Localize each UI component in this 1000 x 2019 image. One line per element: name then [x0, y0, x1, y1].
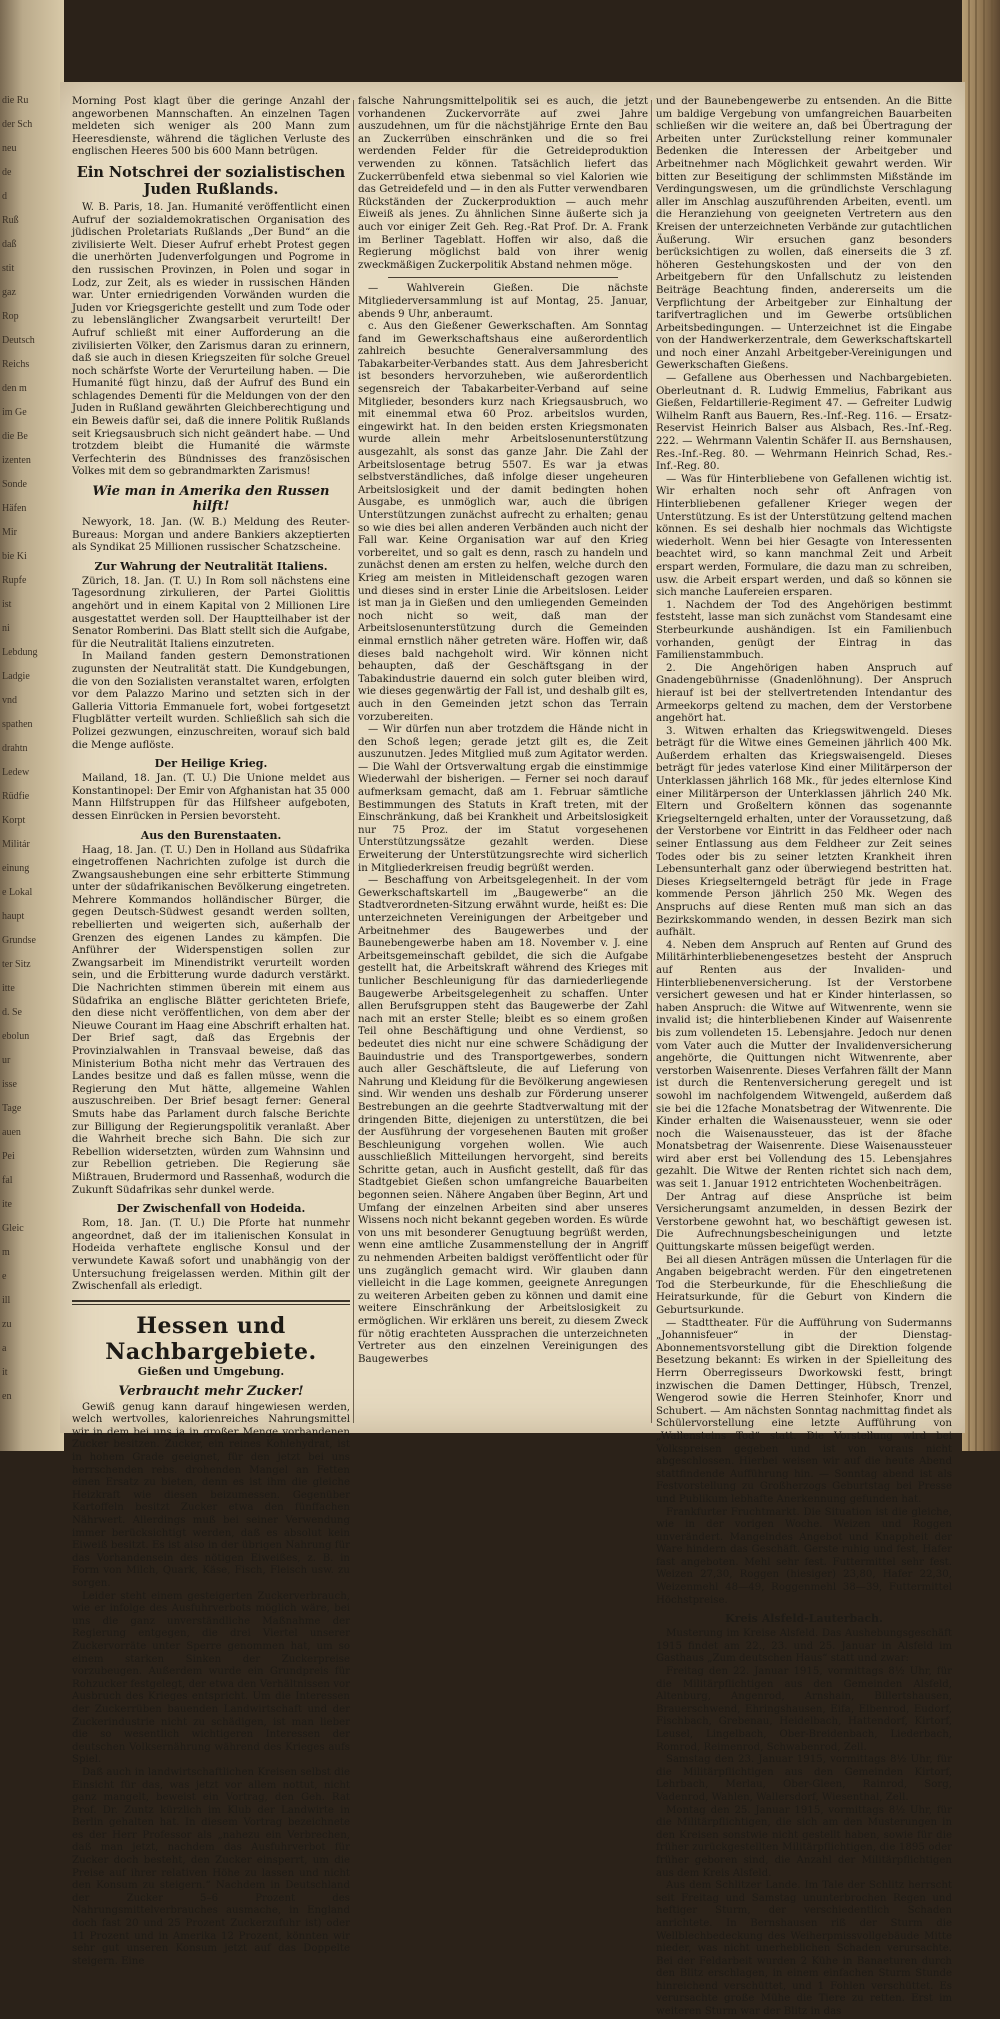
adjacent-page-fragment: m: [2, 1247, 10, 1258]
column-rule: [353, 100, 354, 1423]
adjacent-page-fragment: Reichs: [2, 359, 30, 370]
headline-hodeida: Der Zwischenfall von Hodeida.: [116, 1202, 306, 1216]
adjacent-page-fragment: ni: [2, 623, 10, 634]
adjacent-page-edge: [0, 0, 64, 1451]
adjacent-page-fragment: ur: [2, 1055, 11, 1066]
adjacent-page-fragment: fal: [2, 1175, 13, 1186]
article-text: Zürich, 18. Jan. (T. U.) In Rom soll nächstens eine Tagesordnung zirkulieren, der Partei Giolittis angehört und in einem Kapital von 2 Millionen Lire ausgestattet werden soll. Der Hauptteilhaber ist der Senator Romberini. Das Blatt stellt sich die Aufgabe, für die Neutralität Italiens einzutreten.: [72, 575, 350, 650]
adjacent-page-fragment: Rop: [2, 311, 19, 322]
article-text: Freitag den 22. Januar 1915, vormittags 8½ Uhr, für die Militärpflichtigen aus den Gemeinden Alsfeld, Altenburg, Angenrod, Arnshain, Billertshausen, Brauerschwend, Ehringshausen, Eifa, Elbenrod, Eudorf, Fischbach, Grebenau, Heidelbach, Hattendorf, Kirtorf, Leusel, Lingelbach, Ober-Breidenbach, Liederbach, Romrod, Reimenrod, Schwabenrod, Zell.: [656, 1666, 952, 1753]
section-subtitle: Gießen und Umgebung.: [137, 1364, 285, 1378]
article-text: — Wir dürfen nun aber trotzdem die Hände nicht in den Schoß legen; gerade jetzt gilt es, die Zeit auszunutzen. Jedes Mitglied muß zum Agitator werden. — Die Wahl der Ortsverwaltung ergab die einstimmige Wiederwahl der bisherigen. — Ferner sei noch darauf aufmerksam gemacht, daß am 1. Februar sämtliche Bestimmungen des Statuts in Kraft treten, mit der Einschränkung, daß bei Krankheit und Arbeitslosigkeit nur 75 Proz. der im Statut vorgesehenen Unterstützungssätze gezahlt werden. Diese Erweiterung der Unterstützungsrechte wird sicherlich in Mitgliederkreisen freudig begrüßt werden.: [358, 724, 648, 874]
rule: [388, 277, 618, 278]
adjacent-page-fragment: einung: [2, 863, 30, 874]
book-spine: [962, 0, 1000, 1451]
article-text: In Mailand fanden gestern Demonstrationen zugunsten der Neutralität statt. Die Kundgebungen, die von den Sozialisten veranstaltet waren, erfolgten vor dem Palazzo Marino und setzten sich in der Galleria Vittoria Emmanuele fort, wobei fortgesetzt Flugblätter verteilt wurden. Schließlich sah sich die Polizei gezwungen, einzuschreiten, worauf sich bald die Menge auflöste.: [72, 651, 350, 751]
adjacent-page-fragment: ter Sitz: [2, 959, 31, 970]
headline-italy-neutrality: Zur Wahrung der Neutralität Italiens.: [94, 559, 328, 573]
article-text: Aus dem Schlitzer Lande. Im Tale der Schlitz herrscht seit Freitag und Samstag ununterbrochen Regen und heftiger Sturm, der verschiedentlich Schaden anrichtete. In Bernshausen riß der Sturm die Wellblechbedeckung des Weiherpmissvollgebäude Mitte nieder, was nicht unerheblichen Schaden verursachte. Bei der Feldarbeit wurden 2 Kühe in Banaeturen durch den Blitz erschlagen, in einem einfachen Sturm Stunde hinreichend verschüttet, und 1 Fohlen verschüttet. Es verursachte große Mühe die Tiere zu retten. Erst im weiteren Sturm war der Blitz in das: [656, 1880, 952, 2018]
headline-america-russia: Wie man in Amerika den Russen hilft!: [92, 484, 330, 515]
article-text: Mailand, 18. Jan. (T. U.) Die Unione meldet aus Konstantinopel: Der Emir von Afghanistan hat 35 000 Mann Hilfstruppen für das Hilfsheer aufgeboten, dessen Einrücken in Persien bevorsteht.: [72, 773, 350, 822]
adjacent-page-fragment: die Ru: [2, 95, 29, 106]
adjacent-page-fragment: spathen: [2, 719, 33, 730]
adjacent-page-fragment: a: [2, 1343, 7, 1354]
article-text: falsche Nahrungsmittelpolitik sei es auch, die jetzt vorhandenen Zuckervorräte auf zwei Jahre auszudehnen, um für die nächstjährige Ernte den Bau an Zuckerrüben einschränken und die so frei werdenden Felder für die Getreideproduktion verwenden zu können. Tatsächlich liefert das Zuckerrübenfeld etwa siebenmal so viel Kalorien wie das Getreidefeld und — in den als Futter verwendbaren Rückständen der Zuckerproduktion — auch mehr Eiweiß als jenes. Zu ähnlichen Sinne äußerte sich ja auch vor einiger Zeit Geh. Reg.-Rat Prof. Dr. A. Frank im Berliner Tageblatt. Hoffen wir also, daß die Regierung möglichst bald von ihrer wenig zweckmäßigen Zuckerpolitik Abstand nehmen möge.: [358, 96, 648, 271]
adjacent-page-fragment: neu: [2, 143, 17, 154]
column-rule: [651, 100, 652, 1423]
adjacent-page-fragment: Korpt: [2, 815, 26, 826]
headline-boer-states: Aus den Burenstaaten.: [140, 828, 282, 842]
article-text: Montag den 25. Januar 1915, vormittags 8½ Uhr, für die Militärpflichtigen, die sich am den Musterungen in den Kreisen sonstwie nicht gestellt haben, sowie für die früher zurückgestellten Militärpflichtigen, die 1895 oder früher geboren sind, die Anzahl der Militärpflichtigen aus dem Kreis Alsfeld.: [656, 1804, 952, 1879]
section-divider: [72, 1300, 350, 1305]
adjacent-page-fragment: it: [2, 1367, 8, 1378]
adjacent-page-fragment: ebolun: [2, 1031, 30, 1042]
adjacent-page-fragment: Mir: [2, 527, 17, 538]
article-text: — Gefallene aus Oberhessen und Nachbargebieten. Oberleutnant d. R. Ludwig Emmelius, Fabrikant aus Gießen, Feldartillerie-Regiment 47. — Gefreiter Ludwig Wilhelm Ranft aus Bauern, Res.-Inf.-Reg. 116. — Ersatz-Reservist Heinrich Balser aus Alsbach, Res.-Inf.-Reg. 222. — Wehrmann Valentin Schäfer II. aus Bernshausen, Res.-Inf.-Reg. 80. — Wehrmann Heinrich Schad, Res.-Inf.-Reg. 80.: [656, 373, 952, 473]
adjacent-page-fragment: d: [2, 191, 7, 202]
adjacent-page-fragment: e Lokal: [2, 887, 33, 898]
adjacent-page-fragment: Sonde: [2, 479, 27, 490]
article-text: Daß auch in landwirtschaftlichen Kreisen selbst die Einsicht für das, was jetzt vor allem nottut, nicht ganz mangelt, beweist ein Vortrag, den Geh. Rat Prof. Dr. Zuntz kürzlich im Klub der Landwirte in Berlin gehalten hat. In diesem Vortrag bezeichnete es der Herr Professor als „nahezu ein Verbrechen, daß man jetzt, nachdem das Ausfuhrverbot für Zucker doch besteht, den Zucker einsperrt, um die Preise auf ihrer relativen Höhe zu lassen und nicht den Konsum zu steigern.“ Nachdem in Deutschland der Zucker 5–6 Prozent des Nahrungsmittelverbrauches ausmache, in England doch fast 20 und 25 Prozent Zuckerzufuhr ist) oder 11 Prozent und in Amerika 12 Prozent, könnten wir sehr gut unseren Konsum jetzt auf das Doppelte steigern. Eine: [72, 1766, 350, 1967]
headline-jewish-socialists: Ein Notschrei der sozialistischen Juden Rußlands.: [76, 163, 346, 198]
adjacent-page-fragment: gaz: [2, 287, 16, 298]
column-3: [656, 96, 952, 2018]
article-text: 2. Die Angehörigen haben Anspruch auf Gnadengebührnisse (Gnadenlöhnung). Der Anspruch hierauf ist bei der stellvertretenden Intendantur des Armeekorps geltend zu machen, dem der Verstorbene angehört hat.: [656, 662, 952, 725]
adjacent-page-fragment: Ledew: [2, 767, 30, 778]
adjacent-page-fragment: en: [2, 1391, 12, 1402]
adjacent-page-fragment: bie Ki: [2, 551, 27, 562]
adjacent-page-fragment: Deutsch: [2, 335, 35, 346]
adjacent-page-fragment: Militár: [2, 839, 30, 850]
adjacent-page-fragment: der Sch: [2, 119, 33, 130]
adjacent-page-fragment: haupt: [2, 911, 25, 922]
article-text: Gewiß genug kann darauf hingewiesen werden, welch wertvolles, kalorienreiches Nahrungsmittel wir in dem bei uns ja in großer Menge vorhandenen Zucker besitzen. Zucker, ein reines Kohlehydrat, ist in hohem Grade geeignet, für den jetzt bei uns herrschenden rebs. drohenden Mangel an Fetten einen Ersatz zu bieten, denn es ist ihm die gleiche Heizkraft wie diesen beizumessen. Gegenüber Kartoffeln besitzt Zucker etwa den fünffachen Nährwert. Allerdings muß bei seiner Verwendung immer berücksichtigt werden, daß es absolut kein Eiweiß besitzt. Es ist also in der übrigen Nahrung für das Vorhandensein des nötigen Eiweißes, z. B. in Form von Milch, Quark, Käse, Fisch, Fleisch usw. zu sorgen.: [72, 1401, 350, 1589]
article-text: Bei all diesen Anträgen müssen die Unterlagen für die Angaben beigebracht werden. Für den eingetretenen Tod die Sterbeurkunde, für die Eheschließung die Heiratsurkunde, für die Geburt von Kindern die Geburtsurkunde.: [656, 1254, 952, 1316]
article-text: — Was für Hinterbliebene von Gefallenen wichtig ist. Wir erhalten noch sehr oft Anfragen von Hinterbliebenen gefallener Krieger wegen der Unterstützung. Es ist der Unterstützung geltend machen können. Es sei deshalb hier nochmals das Wichtigste wiederholt. Wenn bei hier Gesagte von Interessenten beachtet wird, so kann manchmal Zeit und Arbeit erspart werden, Formulare, die dazu man zu schreiben, usw. die Arbeit erspart werden, und daß so können sie sich manche Laufereien ersparen.: [656, 473, 952, 599]
article-text: Der Antrag auf diese Ansprüche ist beim Versicherungsamt anzumelden, in dessen Bezirk der Verstorbene gewohnt hat, wo beschäftigt gewesen ist. Die Aufrechnungsbescheinigungen und letzte Quittungskarte müssen beigefügt werden.: [656, 1191, 952, 1254]
article-text: 4. Neben dem Anspruch auf Renten auf Grund des Militärhinterbliebenengesetzes besteht der Anspruch auf Renten aus der Invaliden- und Hinterbliebenenversicherung. Ist der Verstorbene versichert gewesen und hat er Kinder hinterlassen, so haben Anspruch: die Witwe auf Witwenrente, wenn sie invalid ist; die hinterbliebenen Kinder auf Waisenrente bis zum vollendeten 15. Lebensjahre. Jedoch nur denen vom Vater auch die Mutter der Invalidenversicherung angehörte, die Quittungen nicht Witwenrente, aber verstorben Waisenrente. Dieses Verfahren fällt der Mann ist durch die Rentenversicherung geregelt und ist sowohl im nachfolgendem Witwengeld, außerdem daß sie bei die 12fache Monatsbetrag der Witwenrente. Die Kinder erhalten die Waisenaussteuer, wenn sie oder noch die Waisenaussteuer, das ist der 8fache Monatsbetrag der Waisenrente. Diese Waisenaussteuer wird aber erst bei Vollendung des 15. Lebensjahres gezahlt. Die Witwe der Renten richtet sich nach dem, was seit 1. Januar 1912 entrichteten Wochenbeiträgen.: [656, 939, 952, 1191]
article-text: — Stadttheater. Für die Aufführung von Sudermanns „Johannisfeuer“ in der Dienstag-Abonnementsvorstellung gibt die Direktion folgende Besetzung bekannt: Es wirken in der Spielleitung des Herrn Oberregisseurs Dworkowski festt, bringt inzwischen die Damen Dettinger, Hübsch, Trenzel, Wengerod sowie die Herren Steinhofer, Knorr und Schubert. — Am nächsten Sonntag nachmittag findet als Schülervorstellung eine letzte Aufführung von „Wallensteins Tod“ statt. Die Vorstellung wird bei Volkspreisen gegeben und ist von voraus nicht abgeschlossen. Hierbei weisen wir auf die heute Abend stattfindende Aufführung hin. — Sonntag abend ist als Festvorstellung zu Großherzogs Geburtstag bei Presse und Publikum lebhafte Anerkennung gefunden hat.: [656, 1317, 952, 1505]
adjacent-page-fragment: itte: [2, 983, 15, 994]
adjacent-page-fragment: Rüdfie: [2, 791, 30, 802]
adjacent-page-fragment: Häfen: [2, 503, 27, 514]
column-1: [72, 96, 350, 1967]
adjacent-page-fragment: Pei: [2, 1151, 15, 1162]
article-text: c. Aus den Gießener Gewerkschaften. Am Sonntag fand im Gewerkschaftshaus eine außerordentlich zahlreich besuchte Generalversammlung des Tabakarbeiter-Verbandes statt. Aus dem Jahresbericht ist besonders hervorzuheben, wie außerordentlich segensreich der Tabakarbeiter-Verband auf seine Mitglieder, besonders kurz nach Kriegsausbruch, wo mit einemmal etwa 60 Proz. arbeitslos wurden, eingewirkt hat. In den beiden ersten Kriegsmonaten wurde allein mehr Arbeitslosenunterstützung ausgezahlt, als sonst das ganze Jahr. Die Zahl der Arbeitslosentage betrug 5507. Es war ja etwas selbstverständliches, daß infolge dieser ungeheuren Arbeitslosigkeit und der damit bedingten hohen Ausgabe, es unmöglich war, auch die übrigen Unterstützungen zunächst aufrecht zu erhalten; genau so wie dies bei allen anderen Verbänden auch nicht der Fall war. Keine Organisation war auf den Krieg vorbereitet, und so galt es denn, rasch zu handeln und zunächst denen am ersten zu helfen, welche durch den Krieg am meisten in Mitleidenschaft gezogen waren und dieses sind in erster Linie die Arbeitslosen. Leider ist man ja in Gießen und den umliegenden Gemeinden noch nicht so weit, daß man der Arbeitslosenunterstützung durch die Gemeinden einmal ernstlich näher getreten wäre. Hoffen wir, daß dieses bald nachgeholt wird. Wir können nicht behaupten, daß der Geschäftsgang in der Tabakindustrie dauernd ein solch guter bleiben wird, wie dieses gegenwärtig der Fall ist, und deshalb gilt es, auch in den Gemeinden jetzt schon das Terrain vorzubereiten.: [358, 321, 648, 723]
adjacent-page-fragment: ist: [2, 599, 12, 610]
headline-kreis-alsfeld: Kreis Alsfeld-Lauterbach.: [725, 1612, 883, 1626]
adjacent-page-fragment: stit: [2, 263, 15, 274]
adjacent-page-fragment: Grundse: [2, 935, 36, 946]
adjacent-page-fragment: Gleic: [2, 1223, 24, 1234]
adjacent-page-fragment: isse: [2, 1079, 17, 1090]
adjacent-page-fragment: Lebdung: [2, 647, 38, 658]
adjacent-page-fragment: Tage: [2, 1103, 22, 1114]
article-text: 1. Nachdem der Tod des Angehörigen bestimmt feststeht, lasse man sich zunächst vom Standesamt eine Sterbeurkunde aushändigen. Ist ein Familienbuch vorhanden, genügt der Eintrag in das Familienstammbuch.: [656, 599, 952, 662]
headline-sugar: Verbraucht mehr Zucker!: [118, 1383, 304, 1399]
adjacent-page-fragment: daß: [2, 239, 17, 250]
adjacent-page-fragment: Ruß: [2, 215, 19, 226]
article-text: Leider steht einem gesteigerten Zuckerverbrauch, wie er infolge des Ausfuhrverbots möglich wäre, bei uns die ganz unverständliche Maßnahme der Regierung entgegen, die drei Viertel unserer Zuckervorräte unter Sperre genommen hat, um so einem starken Sinken der Zuckerpreise vorzubeugen. Außerdem wurde ein Grundpreis für Rohzucker festgelegt, der etwa den Verhältnissen vor Ausbruch des Krieges entspricht. Um die Interessen der Zuckerrüben bauenden Landwirtschaft und der Zuckerindustrie nicht zu schädigen, ist man lieber die so wesentlich wichtigeren Interessen der deutschen Volksernährung während des Krieges aufs Spiel.: [72, 1590, 350, 1766]
section-title: Hessen und Nachbargebiete.: [105, 1312, 317, 1365]
article-text: Musterung im Kreise Alsfeld. Das Aushebungsgeschäft 1915 findet am 22., 23. und 25. Januar in Alsfeld im Gasthaus „Zum deutschen Haus“ statt und zwar:: [656, 1628, 952, 1665]
adjacent-page-fragment: Rupfe: [2, 575, 27, 586]
adjacent-page-fragment: im Ge: [2, 407, 27, 418]
adjacent-page-fragment: die Be: [2, 431, 28, 442]
article-text: und der Baunebengewerbe zu entsenden. An die Bitte um baldige Vergebung von umfangreichen Bauarbeiten schließen wir die weitere an, daß bei Übertragung der Arbeiten unter Zurückstellung reiner kommunaler Bedenken die Interessen der Arbeitgeber und Arbeitnehmer nach Möglichkeit gewahrt werden. Wir bitten zur Beseitigung der schlimmsten Mißstände im Verdingungswesen, um die gründlichste Verschlagung aller im Anschlag auszuführenden Arbeiten, eventl. um die Heranziehung von geeigneten Vertretern aus den Kreisen der unterzeichneten Verbände zur gutachtlichen Äußerung. Wir ersuchen ganz besonders berücksichtigen zu wollen, daß einerseits die 3 zf. höheren Gestehungskosten und der von den Arbeitgebern für den Unfallschutz zu leistenden Beiträge Beachtung finden, andererseits um die Verpflichtung der Arbeitgeber zur Einhaltung der tarifvertraglichen und im Gewerbe ortsüblichen Arbeitsbedingungen. — Unterzeichnet ist die Eingabe von der Handwerkerzentrale, dem Gewerkschaftskartell und noch einer Anzahl Arbeitgeber-Vereinigungen und Gewerkschaften Gießens.: [656, 96, 952, 372]
article-text: Rom, 18. Jan. (T. U.) Die Pforte hat nunmehr angeordnet, daß der im italienischen Konsulat in Hodeida verhaftete englische Konsul und der verwundete Kawaß sofort und unabhängig von der Untersuchung freigelassen werden. Mithin gilt der Zwischenfall als erledigt.: [72, 1218, 350, 1293]
headline-holy-war: Der Heilige Krieg.: [154, 757, 268, 771]
article-text: Frankfurter Fruchtmarkt. Die Situation ist die gleiche, wie in der vorigen Woche. Weizen und Roggen unverändert. Mangelndes Angebot und Knappheit der Ware hindern das Geschäft. Gerste ruhig und fest, Hafer fast angeboten. Mehl sehr fest. Futtermittel sehr fest. Weizen 27,30, Roggen (hiesiger) 23,80, Hafer 22,30, Weizenmehl 48—49, Roggenmehl 38—39, Futtermittel Höchstpreise.: [656, 1506, 952, 1606]
adjacent-page-fragment: drahtn: [2, 743, 28, 754]
adjacent-page-fragment: izenten: [2, 455, 31, 466]
adjacent-page-fragment: vnd: [2, 695, 17, 706]
adjacent-page-fragment: Ladgie: [2, 671, 30, 682]
adjacent-page-fragment: den m: [2, 383, 27, 394]
article-text: — Wahlverein Gießen. Die nächste Mitgliederversammlung ist auf Montag, 25. Januar, abends 9 Uhr, anberaumt.: [358, 283, 648, 320]
article-text: — Beschaffung von Arbeitsgelegenheit. In der vom Gewerkschaftskartell im „Baugewerbe“ an die Stadtverordneten-Sitzung erwähnt wurde, heißt es: Die unterzeichneten Vereinigungen der Arbeitgeber und Arbeitnehmer des Baugewerbes und der Baunebengewerbe haben am 18. November v. J. eine Arbeitsgemeinschaft gebildet, die sich die Aufgabe gestellt hat, die Arbeitskraft während des Krieges mit tunlicher Beschleunigung für das darniederliegende Baugewerbe Arbeitsgelegenheit zu schaffen. Unter allen Berufsgruppen steht das Baugewerbe der Zahl nach mit an erster Stelle; bleibt es so einem großen Teil ohne Beschäftigung und ohne Verdienst, so bedeutet dies nicht nur eine schwere Schädigung der Bauindustrie und des Transportgewerbes, sondern auch aller Geschäftsleute, die auf Lieferung von Nahrung und Kleidung für die Bevölkerung angewiesen sind. Wir wenden uns deshalb zur Förderung unserer Bestrebungen an die geehrte Stadtverwaltung mit der dringenden Bitte, diejenigen zu unterstützen, die bei der Ausführung der vorgesehenen Bauten mit großer Beschleunigung vorgehen wollen. Wie auch ausschließlich Mitteilungen hervorgeht, sind bereits Schritte getan, auch in Ausficht gestellt, daß für das Stadtgebiet Gießen schon umfangreiche Bauarbeiten begonnen seien. Nähere Angaben über Beginn, Art und Umfang der einzelnen Arbeiten sind aber unseres Wissens noch nicht bekannt gegeben worden. Es würde von uns mit besonderer Genugtuung begrüßt werden, wenn eine amtliche Zusammenstellung der in Angriff zu nehmenden Arbeiten baldigst veröffentlicht oder für uns zugänglich gemacht wird. Wir glauben dann vielleicht in die Lage kommen, geeignete Anregungen zu weiteren Arbeiten geben zu können und damit eine weitere Einschränkung der Arbeitslosigkeit zu ermöglichen. Wir erklären uns bereit, zu diesem Zweck für nötig erachteten Aussprachen die unterzeichneten Vertreter aus den einzelnen Vereinigungen des Baugewerbes: [358, 875, 648, 1365]
newspaper-page: [60, 82, 965, 2018]
adjacent-page-fragment: e: [2, 1271, 7, 1282]
column-2: [358, 96, 648, 1425]
article-text: Haag, 18. Jan. (T. U.) Den in Holland aus Südafrika eingetroffenen Nachrichten zufolge ist durch die Zwangsaushebungen eine sehr erbitterte Stimmung unter der südafrikanischen Bevölkerung eingetreten. Mehrere Kommandos holländischer Bürger, die gegen Deutsch-Südwest gesandt werden sollten, rebellierten und weigerten sich, außerhalb der Grenzen des eigenen Landes zu kämpfen. Die Anführer der Widerspenstigen sollen zur Zwangsarbeit im Minendistrikt verurteilt worden sein, und die Erbitterung wurde dadurch verstärkt. Die Nachrichten stimmen überein mit einem aus Südafrika an englische Blätter gerichteten Briefe, den diese nicht veröffentlichen, von dem aber der Nieuwe Courant im Haag eine Abschrift erhalten hat. Der Brief sagt, daß das Ergebnis der Provinzialwahlen in Transvaal beweise, daß das Ministerium Botha nicht mehr das Vertrauen des Landes besitze und daß es fallen müsse, wenn die Regierung den Mut hätte, allgemeine Wahlen auszuschreiben. Der Brief besagt ferner: General Smuts habe das Parlament durch falsche Berichte zur Billigung der Regierungspolitik veranlaßt. Aber die Wahrheit breche sich Bahn. Die sich zur Rebellion widersetzten, würden zum Wahnsinn und zur Rebellion getrieben. Die Regierung säe Mißtrauen, Brudermord und Rassenhaß, wodurch die Zukunft Südafrikas sehr dunkel werde.: [72, 844, 350, 1196]
article-text: Samstag den 23. Januar 1915, vormittags 8½ Uhr, für die Militärpflichtigen aus den Gemeinden Kirtorf, Lehrbach, Merlau, Ober-Gleen, Rainrod, Sorg, Vadenrod, Wahlen, Wallersdorf, Wiesenthal, Zell.: [656, 1754, 952, 1803]
article-text: W. B. Paris, 18. Jan. Humanité veröffentlicht einen Aufruf der sozialdemokratischen Organisation des jüdischen Proletariats Rußlands „Der Bund“ an die zivilisierte Welt. Dieser Aufruf erhebt Protest gegen die unerhörten Judenverfolgungen und Pogrome in den russischen Provinzen, in Polen und sogar in Lodz, zur Zeit, als es wieder in russischen Händen war. Unter erniedrigenden Vorwänden wurden die Juden vor Kriegsgerichte gestellt und zum Tode oder zu lebenslänglicher Zwangsarbeit verurteilt! Der Aufruf schließt mit einer Aufforderung an die zivilisierten Völker, den Zarismus daran zu erinnern, daß sie auch in diesen Kriegszeiten für solche Greuel noch schärfste Worte der Verurteilung haben. — Die Humanité fügt hinzu, daß der Aufruf des Bund ein schlagendes Dementi für die Meldungen von der den Juden in Rußland gewährten Gleichberechtigung und ein Beweis dafür sei, daß die innere Politik Rußlands seit Kriegsausbruch sich nicht geändert habe. — Und trotzdem bleibt die Humanité die wärmste Verfechterin des Bündnisses des französischen Volkes mit dem so gebrandmarkten Zarismus!: [72, 201, 350, 478]
adjacent-page-fragment: zu: [2, 1319, 12, 1330]
adjacent-page-fragment: de: [2, 167, 12, 178]
adjacent-page-fragment: d. Se: [2, 1007, 22, 1018]
adjacent-page-fragment: ill: [2, 1295, 11, 1306]
article-text: Newyork, 18. Jan. (W. B.) Meldung des Reuter-Bureaus: Morgan und andere Bankiers akzeptierten als Syndikat 25 Millionen russischer Schatzscheine.: [72, 517, 350, 554]
adjacent-page-fragment: ite: [2, 1199, 12, 1210]
article-intro: Morning Post klagt über die geringe Anzahl der angeworbenen Mannschaften. An einzelnen Tagen meldeten sich weniger als 200 Mann zum Heeresdienste, während die täglichen Verluste des englischen Heeres 500 bis 600 Mann betrügen.: [72, 96, 350, 158]
adjacent-page-fragment: auen: [2, 1127, 21, 1138]
article-text: 3. Witwen erhalten das Kriegswitwengeld. Dieses beträgt für die Witwe eines Gemeinen jährlich 400 Mk. Außerdem erhalten das Kriegswaisengeld. Dieses beträgt für jedes vaterlose Kind einer Militärperson der Unterklassen jährlich 168 Mk., für jedes elternlose Kind einer Militärperson der Unterklassen jährlich 240 Mk. Eltern und Großeltern können das sogenannte Kriegselterngeld erhalten, unter der Voraussetzung, daß der Verstorbene vor Eintritt in das Feldheer oder nach seiner Entlassung aus dem Feldheer zur Zeit seines Todes oder bis zu seiner letzten Krankheit ihren Lebensunterhalt ganz oder überwiegend bestritten hat. Dieses Kriegselterngeld beträgt für jede in Frage kommende Person jährlich 250 Mk. Wegen des Anspruchs auf diese Renten muß man sich an das Bezirkskommando wenden, in dessen Bezirk man sich aufhält.: [656, 725, 952, 939]
